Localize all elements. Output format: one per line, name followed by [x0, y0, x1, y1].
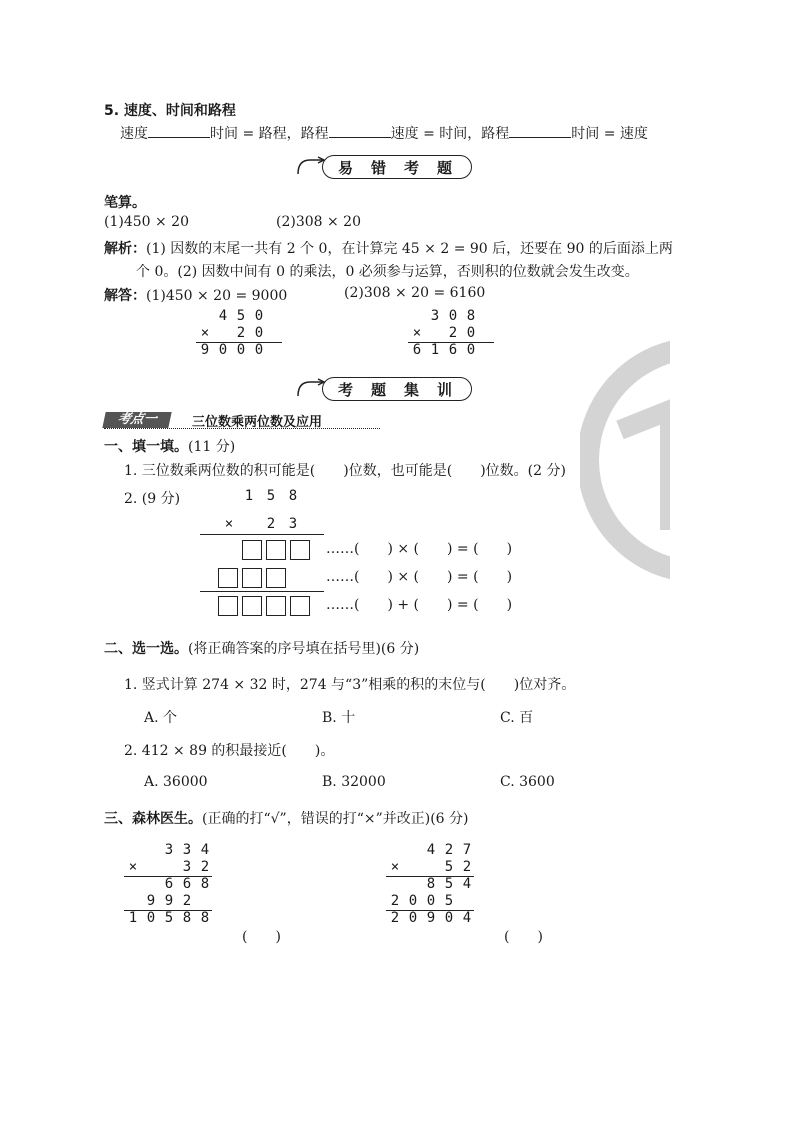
- digit-box[interactable]: [242, 540, 262, 560]
- part2-question-2: 2. 412 × 89 的积最接近( )。: [124, 743, 335, 759]
- digit-box[interactable]: [218, 596, 238, 616]
- part3-heading: 三、森林医生。(正确的打“√”，错误的打“×”并改正)(6 分): [104, 811, 469, 827]
- part1-heading: 一、填一填。(11 分): [104, 439, 236, 455]
- digit-box[interactable]: [242, 596, 262, 616]
- part2-heading: 二、选一选。(将正确答案的序号填在括号里)(6 分): [104, 641, 420, 657]
- option-c[interactable]: C. 百: [500, 710, 534, 726]
- answer-blank[interactable]: [329, 123, 391, 138]
- kaodian-tag: 考点一: [102, 412, 171, 428]
- vertical-calc-427x52: 4 2 7 × 5 2 8 5 4 2 0 0 5 2 0 9 0 4: [386, 842, 486, 927]
- answer-blank[interactable]: [509, 123, 571, 138]
- watermark-logo: [580, 340, 670, 580]
- digit-box[interactable]: [266, 540, 286, 560]
- partial-product-row-1: ……( ) × ( ) = ( ): [326, 541, 513, 557]
- example-heading: 笔算。: [104, 195, 146, 211]
- option-a[interactable]: A. 个: [144, 710, 178, 726]
- sum-row: ……( ) + ( ) = ( ): [326, 597, 513, 613]
- part1-question-2-label: 2. (9 分): [124, 491, 181, 507]
- section-banner-practice: [296, 376, 476, 402]
- option-a[interactable]: A. 36000: [144, 774, 208, 790]
- speed-time-distance-formula: 速度 时间 = 路程，路程 速度 = 时间，路程 时间 = 速度: [120, 123, 648, 143]
- digit-box[interactable]: [290, 596, 310, 616]
- vertical-calc-334x32: 3 3 4 × 3 2 6 6 8 9 9 2 1 0 5 8 8: [124, 842, 224, 927]
- option-c[interactable]: C. 3600: [500, 774, 555, 790]
- banner-title: 易错考题: [338, 159, 471, 177]
- digit-box[interactable]: [218, 568, 238, 588]
- judge-paren-2[interactable]: ( ): [504, 929, 543, 945]
- kaodian-underline: [104, 428, 380, 429]
- judge-paren-1[interactable]: ( ): [242, 929, 281, 945]
- analysis-line-2: 个 0。(2) 因数中间有 0 的乘法，0 必须参与运算，否则积的位数就会发生改变。: [136, 264, 639, 280]
- part2-question-1: 1. 竖式计算 274 × 32 时，274 与“3”相乘的积的末位与( )位对齐。: [124, 677, 576, 693]
- digit-box[interactable]: [266, 596, 286, 616]
- vertical-calc-308x20: 3 0 8 × 2 0 6 1 6 0: [408, 308, 498, 359]
- answer-line: 解答：(1)450 × 20 = 9000: [104, 288, 288, 304]
- answer-blank[interactable]: [148, 123, 210, 138]
- vertical-calc-158x23: 1 5 8 × 2 3: [224, 488, 298, 532]
- analysis-line-1: 解析：(1) 因数的末尾一共有 2 个 0，在计算完 45 × 2 = 90 后，还要在 90 的后面添上两: [104, 241, 673, 257]
- banner-title: 考题集训: [338, 381, 471, 399]
- section-banner-error-prone: [296, 154, 476, 180]
- digit-box[interactable]: [266, 568, 286, 588]
- digit-box[interactable]: [290, 540, 310, 560]
- section-5-title: 5. 速度、时间和路程: [104, 103, 236, 119]
- digit-box[interactable]: [242, 568, 262, 588]
- option-b[interactable]: B. 32000: [322, 774, 386, 790]
- vertical-calc-450x20: 4 5 0 × 2 0 9 0 0 0: [196, 308, 286, 359]
- answer-2: (2)308 × 20 = 6160: [344, 285, 486, 301]
- kaodian-title: 三位数乘两位数及应用: [192, 415, 323, 430]
- example-question-2: (2)308 × 20: [276, 214, 361, 230]
- partial-product-row-2: ……( ) × ( ) = ( ): [326, 569, 513, 585]
- part1-question-1: 1. 三位数乘两位数的积可能是( )位数，也可能是( )位数。(2 分): [124, 463, 566, 479]
- example-question-1: (1)450 × 20: [104, 214, 189, 230]
- option-b[interactable]: B. 十: [322, 710, 356, 726]
